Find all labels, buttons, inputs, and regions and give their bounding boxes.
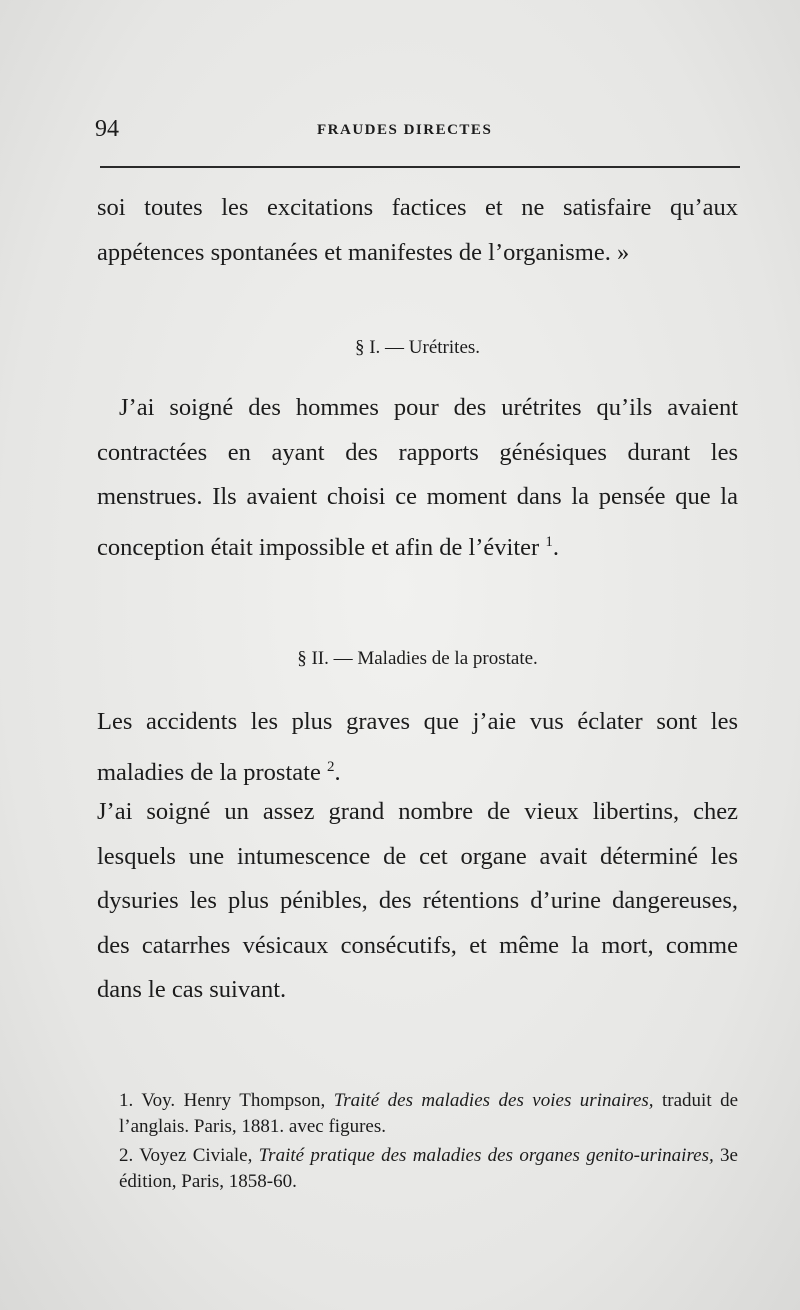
running-title: FRAUDES DIRECTES [317,122,493,138]
footnote-ref-1: 1 [545,533,553,550]
footnote-text: Voyez Civiale, [139,1145,253,1166]
paragraph-continuation [97,186,738,275]
footnote-ref-2: 2 [326,758,335,775]
footnote-number: 2. [119,1145,134,1166]
paragraph-text: Les accidents les plus graves que j’aie vus éclater sont les maladies de la prostate [97,708,738,786]
paragraph-text: J’ai soigné un assez grand nombre de vieux libertins, chez lesquels une intumescence de cet organe avait déterminé les dysuries les plus pénibles, des rétentions d’urine dangereuses, des catarrhes vésicaux consécutifs, et même la mort, comme dans le cas suivant. [97,798,738,1003]
paragraph-text: soi toutes les excitations factices et ne satisfaire qu’aux appétences spontanées et manifestes de l’organisme. » [97,194,738,266]
paragraph-uretrites: J’ai soigné des hommes pour des urétrites qu’ils avaient contractées en ayant des rapports génésiques durant les menstrues. Ils avaient choisi ce moment dans la pensée que la conception était impossible et afin de l’éviter $^1$. [97,394,738,561]
paragraph-text: J’ai soigné des hommes pour des urétrites qu’ils avaient contractées en ayant des rapports génésiques durant les menstrues. Ils avaient choisi ce moment dans la pensée que la conception était impossible et afin de l’éviter [97,394,738,561]
footnote-1 [97,1088,738,1140]
section-heading-prostate: § II. — Maladies de la prostate. [297,648,538,669]
footnote-text: 3e édition, Paris, 1858-60. [119,1145,738,1192]
footnote-title: Traité pratique des maladies des organes genito-urinaires, [258,1145,714,1166]
footnote-text: Voy. Henry Thompson, [141,1090,326,1111]
section-heading-uretrites: § I. — Urétrites. [354,337,481,358]
paragraph-prostate-intro: Les accidents les plus graves que j’aie vus éclater sont les maladies de la prostate $^2$. [97,708,738,786]
paragraph-prostate-cases [97,790,738,1013]
footnote-title: Traité des maladies des voies urinaires, [333,1090,654,1111]
header-rule [100,166,740,168]
page-header [95,116,735,146]
footnote-text: traduit de l’anglais. Paris, 1881. avec figures. [119,1090,738,1137]
footnote-2 [97,1143,738,1195]
footnotes [97,1088,738,1198]
footnote-number: 1. [119,1090,134,1111]
page-number: 94 [95,116,119,142]
